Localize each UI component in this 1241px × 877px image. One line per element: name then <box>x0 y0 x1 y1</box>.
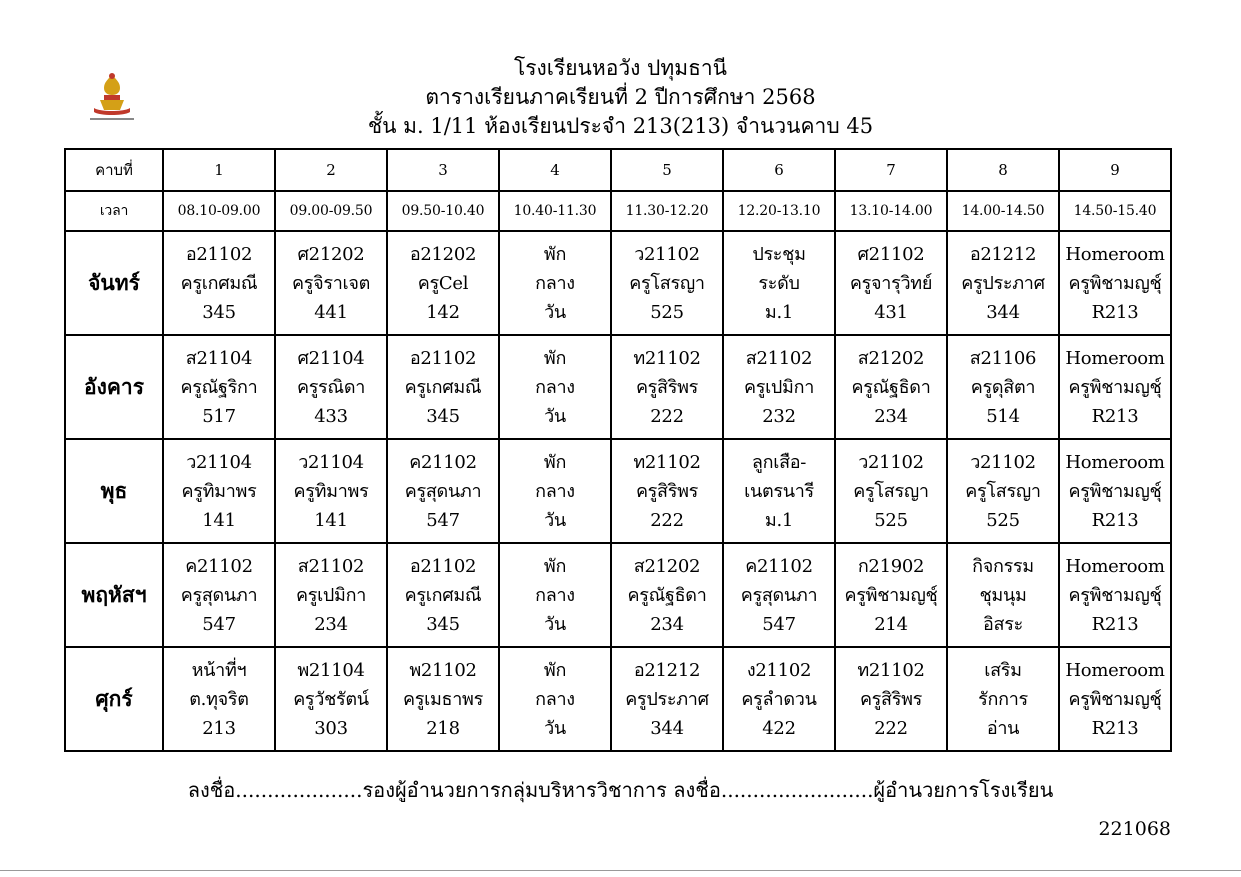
cell-line: ก21902 <box>857 555 925 577</box>
cell-line: พัก <box>543 555 567 577</box>
schedule-cell <box>947 231 1059 335</box>
cell-line: ม.1 <box>764 509 794 531</box>
cell-line: ศ21102 <box>857 243 925 265</box>
cell-line: 222 <box>650 405 684 427</box>
cell-line: 525 <box>986 509 1020 531</box>
cell-line: กลาง <box>535 272 575 294</box>
cell-line: ชุมนุม <box>979 584 1027 606</box>
cell-line: ศ21202 <box>297 243 365 265</box>
cell-line: ครูดุสิตา <box>970 376 1036 398</box>
cell-line: R213 <box>1091 509 1139 531</box>
day-row <box>65 335 1171 439</box>
cell-line: 303 <box>314 717 348 739</box>
cell-line: ครูพิชามญชุ์ <box>844 584 938 606</box>
cell-line: ส21104 <box>185 347 253 369</box>
period-number: 9 <box>1059 149 1171 191</box>
cell-line: ครูสุดนภา <box>404 480 482 502</box>
period-time: 13.10-14.00 <box>835 191 947 231</box>
cell-line: ครูประภาศ <box>961 272 1045 294</box>
cell-line: ท21102 <box>633 451 701 473</box>
cell-line: ครูโสรญา <box>853 480 929 502</box>
cell-line: กิจกรรม <box>972 555 1034 577</box>
cell-line: ครูสิริพร <box>635 376 699 398</box>
cell-line: วัน <box>544 717 566 739</box>
cell-line: 525 <box>874 509 908 531</box>
cell-line: 344 <box>650 717 684 739</box>
schedule-cell <box>611 647 723 751</box>
cell-line: 222 <box>874 717 908 739</box>
cell-line: ครูCel <box>417 272 469 294</box>
day-name: พุธ <box>65 439 163 543</box>
cell-line: พัก <box>543 451 567 473</box>
cell-line: ส21102 <box>745 347 813 369</box>
cell-line: ครูพิชามญชุ์ <box>1068 584 1162 606</box>
cell-line: ครูสิริพร <box>859 688 923 710</box>
schedule-cell <box>723 543 835 647</box>
schedule-cell <box>275 335 387 439</box>
schedule-cell <box>499 647 611 751</box>
day-row <box>65 439 1171 543</box>
cell-line: 547 <box>426 509 460 531</box>
time-label: เวลา <box>65 191 163 231</box>
cell-line: Homeroom <box>1065 243 1165 265</box>
cell-line: R213 <box>1091 301 1139 323</box>
cell-line: ประชุม <box>752 243 806 265</box>
cell-line: Homeroom <box>1065 347 1165 369</box>
period-number: 1 <box>163 149 275 191</box>
cell-line: Homeroom <box>1065 555 1165 577</box>
cell-line: 142 <box>426 301 460 323</box>
cell-line: 234 <box>650 613 684 635</box>
cell-line: 431 <box>874 301 908 323</box>
schedule-cell <box>947 439 1059 543</box>
cell-line: ค21102 <box>185 555 253 577</box>
schedule-cell <box>163 647 275 751</box>
schedule-cell <box>275 439 387 543</box>
cell-line: อ21102 <box>409 347 477 369</box>
cell-line: R213 <box>1091 405 1139 427</box>
cell-line: เสริม <box>984 659 1022 681</box>
schedule-cell <box>723 439 835 543</box>
cell-line: ระดับ <box>758 272 800 294</box>
cell-line: ส21102 <box>297 555 365 577</box>
schedule-cell <box>1059 439 1171 543</box>
cell-line: ครูพิชามญชุ์ <box>1068 688 1162 710</box>
schedule-cell <box>387 647 499 751</box>
period-number: 4 <box>499 149 611 191</box>
period-header-row <box>65 149 1171 191</box>
schedule-cell <box>387 543 499 647</box>
period-time: 09.50-10.40 <box>387 191 499 231</box>
cell-line: ส21202 <box>633 555 701 577</box>
cell-line: Homeroom <box>1065 451 1165 473</box>
cell-line: 422 <box>762 717 796 739</box>
cell-line: กลาง <box>535 480 575 502</box>
cell-line: 345 <box>202 301 236 323</box>
cell-line: วัน <box>544 405 566 427</box>
cell-line: R213 <box>1091 717 1139 739</box>
schedule-cell <box>387 231 499 335</box>
schedule-cell <box>499 439 611 543</box>
schedule-cell <box>499 335 611 439</box>
cell-line: ครูโสรญา <box>965 480 1041 502</box>
schedule-cell <box>723 231 835 335</box>
cell-line: 547 <box>202 613 236 635</box>
cell-line: 433 <box>314 405 348 427</box>
cell-line: ครูสุดนภา <box>180 584 258 606</box>
cell-line: ครูเมธาพร <box>403 688 483 710</box>
cell-line: ครูเปมิกา <box>295 584 367 606</box>
period-number: 5 <box>611 149 723 191</box>
cell-line: อิสระ <box>983 613 1023 635</box>
cell-line: อ21102 <box>185 243 253 265</box>
period-time: 09.00-09.50 <box>275 191 387 231</box>
cell-line: ครูพิชามญชุ์ <box>1068 272 1162 294</box>
schedule-cell <box>723 647 835 751</box>
schedule-cell <box>163 231 275 335</box>
schedule-cell <box>835 543 947 647</box>
cell-line: ค21102 <box>745 555 813 577</box>
cell-line: 547 <box>762 613 796 635</box>
cell-line: 234 <box>314 613 348 635</box>
period-number: 3 <box>387 149 499 191</box>
day-row <box>65 543 1171 647</box>
schedule-cell <box>947 335 1059 439</box>
cell-line: 525 <box>650 301 684 323</box>
cell-line: หน้าที่ฯ <box>191 659 247 681</box>
period-time: 14.50-15.40 <box>1059 191 1171 231</box>
cell-line: ครูทิมาพร <box>293 480 369 502</box>
cell-line: ม.1 <box>764 301 794 323</box>
time-row <box>65 191 1171 231</box>
cell-line: ครูพิชามญชุ์ <box>1068 376 1162 398</box>
cell-line: กลาง <box>535 584 575 606</box>
period-number: 8 <box>947 149 1059 191</box>
cell-line: พ21104 <box>297 659 365 681</box>
day-name: พฤหัสฯ <box>65 543 163 647</box>
cell-line: อ21212 <box>633 659 701 681</box>
cell-line: อ21202 <box>409 243 477 265</box>
cell-line: ว21102 <box>858 451 924 473</box>
cell-line: ศ21104 <box>297 347 365 369</box>
period-time: 12.20-13.10 <box>723 191 835 231</box>
schedule-cell <box>723 335 835 439</box>
timetable <box>64 148 1172 752</box>
cell-line: 344 <box>986 301 1020 323</box>
period-label: คาบที่ <box>65 149 163 191</box>
schedule-cell <box>387 439 499 543</box>
schedule-cell <box>275 231 387 335</box>
schedule-cell <box>1059 543 1171 647</box>
cell-line: ครูสิริพร <box>635 480 699 502</box>
cell-line: 214 <box>874 613 908 635</box>
schedule-cell <box>499 543 611 647</box>
period-time: 08.10-09.00 <box>163 191 275 231</box>
period-number: 7 <box>835 149 947 191</box>
document-code: 221068 <box>1098 818 1171 840</box>
cell-line: 345 <box>426 613 460 635</box>
schedule-cell <box>387 335 499 439</box>
cell-line: วัน <box>544 301 566 323</box>
day-name: ศุกร์ <box>65 647 163 751</box>
schedule-cell <box>835 439 947 543</box>
cell-line: ครูพิชามญชุ์ <box>1068 480 1162 502</box>
schedule-cell <box>1059 335 1171 439</box>
cell-line: ครูเกศมณี <box>180 272 258 294</box>
cell-line: ครูเกศมณี <box>404 584 482 606</box>
cell-line: ครูจิราเจต <box>291 272 371 294</box>
cell-line: 141 <box>202 509 236 531</box>
cell-line: อ21212 <box>969 243 1037 265</box>
day-name: อังคาร <box>65 335 163 439</box>
cell-line: ส21202 <box>857 347 925 369</box>
schedule-cell <box>163 335 275 439</box>
cell-line: 345 <box>426 405 460 427</box>
cell-line: 222 <box>650 509 684 531</box>
cell-line: 517 <box>202 405 236 427</box>
cell-line: ค21102 <box>409 451 477 473</box>
cell-line: ท21102 <box>857 659 925 681</box>
schedule-title: ตารางเรียนภาคเรียนที่ 2 ปีการศึกษา 2568 <box>425 85 816 109</box>
cell-line: Homeroom <box>1065 659 1165 681</box>
schedule-cell <box>611 335 723 439</box>
cell-line: 234 <box>874 405 908 427</box>
school-name: โรงเรียนหอวัง ปทุมธานี <box>513 56 728 80</box>
cell-line: ครูรณิดา <box>296 376 366 398</box>
cell-line: กลาง <box>535 376 575 398</box>
cell-line: ลูกเสือ- <box>751 451 807 473</box>
schedule-cell <box>1059 647 1171 751</box>
schedule-cell <box>835 335 947 439</box>
schedule-cell <box>163 439 275 543</box>
cell-line: กลาง <box>535 688 575 710</box>
cell-line: พัก <box>543 243 567 265</box>
cell-line: ครูสุดนภา <box>740 584 818 606</box>
cell-line: ว21102 <box>970 451 1036 473</box>
cell-line: 213 <box>202 717 236 739</box>
page-edge-divider <box>0 870 1241 871</box>
schedule-cell <box>947 647 1059 751</box>
day-row <box>65 231 1171 335</box>
cell-line: 141 <box>314 509 348 531</box>
cell-line: ครูเปมิกา <box>743 376 815 398</box>
cell-line: เนตรนารี <box>744 480 814 502</box>
cell-line: รักการ <box>978 688 1028 710</box>
cell-line: ครูจารุวิทย์ <box>849 272 933 294</box>
cell-line: พัก <box>543 347 567 369</box>
schedule-cell <box>275 543 387 647</box>
document-header <box>0 54 1241 141</box>
cell-line: วัน <box>544 509 566 531</box>
period-number: 6 <box>723 149 835 191</box>
cell-line: 514 <box>986 405 1020 427</box>
cell-line: 218 <box>426 717 460 739</box>
schedule-cell <box>947 543 1059 647</box>
schedule-cell <box>163 543 275 647</box>
cell-line: พัก <box>543 659 567 681</box>
cell-line: ครูประภาศ <box>625 688 709 710</box>
schedule-cell <box>275 647 387 751</box>
class-info: ชั้น ม. 1/11 ห้องเรียนประจำ 213(213) จำนวนคาบ 45 <box>367 114 874 138</box>
period-time: 14.00-14.50 <box>947 191 1059 231</box>
cell-line: ครูณัฐธิดา <box>627 584 707 606</box>
cell-line: ต.ทุจริต <box>189 688 249 710</box>
cell-line: 441 <box>314 301 348 323</box>
cell-line: ครูณัฐริกา <box>180 376 258 398</box>
schedule-cell <box>611 439 723 543</box>
signature-line: ลงชื่อ....................รองผู้อำนวยการกลุ่มบริหารวิชาการ ลงชื่อ........................ผู้อำนวยการโรงเรียน <box>187 778 1054 802</box>
cell-line: ครูลำดวน <box>741 688 817 710</box>
cell-line: ครูโสรญา <box>629 272 705 294</box>
cell-line: พ21102 <box>409 659 477 681</box>
cell-line: ครูทิมาพร <box>181 480 257 502</box>
cell-line: ครูวัชรัตน์ <box>293 688 369 710</box>
schedule-cell <box>835 647 947 751</box>
cell-line: ครูณัฐธิดา <box>851 376 931 398</box>
cell-line: ท21102 <box>633 347 701 369</box>
cell-line: อ่าน <box>986 717 1020 739</box>
schedule-cell <box>611 231 723 335</box>
schedule-cell <box>611 543 723 647</box>
cell-line: 232 <box>762 405 796 427</box>
cell-line: ว21104 <box>186 451 252 473</box>
schedule-cell <box>1059 231 1171 335</box>
day-row <box>65 647 1171 751</box>
cell-line: ว21102 <box>634 243 700 265</box>
period-number: 2 <box>275 149 387 191</box>
period-time: 10.40-11.30 <box>499 191 611 231</box>
schedule-cell <box>835 231 947 335</box>
period-time: 11.30-12.20 <box>611 191 723 231</box>
cell-line: วัน <box>544 613 566 635</box>
cell-line: ส21106 <box>969 347 1037 369</box>
cell-line: อ21102 <box>409 555 477 577</box>
schedule-cell <box>499 231 611 335</box>
day-name: จันทร์ <box>65 231 163 335</box>
cell-line: ว21104 <box>298 451 364 473</box>
cell-line: ง21102 <box>746 659 812 681</box>
cell-line: ครูเกศมณี <box>404 376 482 398</box>
cell-line: R213 <box>1091 613 1139 635</box>
